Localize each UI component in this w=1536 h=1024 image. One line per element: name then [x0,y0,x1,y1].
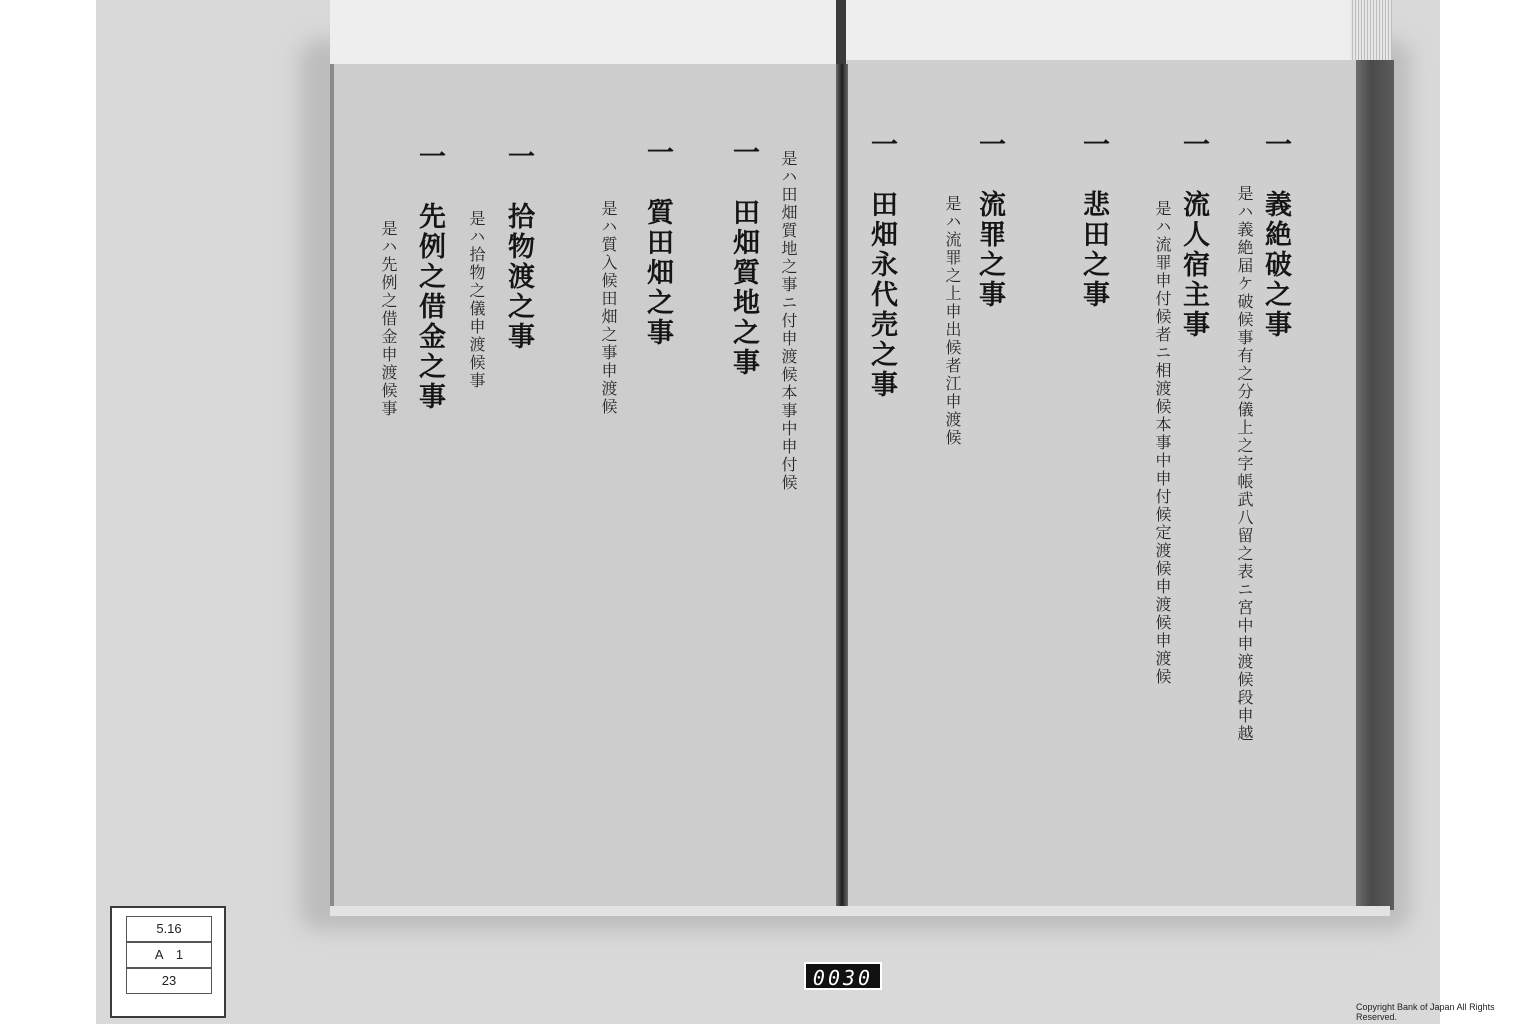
right-entry-2-note: 是ハ流罪申付候者ニ相渡候本事中申付候定渡候申渡候申渡候 [1153,200,1172,686]
spine-top [836,0,846,68]
right-entry-1-heading: 一 義絶破之事 [1260,130,1291,340]
left-page [330,64,840,910]
right-entry-2-heading: 一 流人宿主事 [1178,130,1209,340]
right-entry-1-note: 是ハ義絶届ケ破候事有之分儀上之字帳武八留之表ニ宮中申渡候段申越 [1235,185,1254,743]
right-entry-4-note: 是ハ流罪之上申出候者江申渡候 [943,195,962,447]
book-gutter [836,64,848,910]
archive-label-card [110,906,226,1018]
left-entry-4-heading: 一 先例之借金之事 [414,142,445,412]
upper-page-stack [330,0,1390,66]
copyright-notice: Copyright Bank of Japan All Rights Reserved. [1356,1002,1495,1022]
left-entry-2-heading: 一 質田畑之事 [642,138,673,348]
right-entry-3-heading: 一 悲田之事 [1078,130,1109,310]
page-bottom-edge [330,906,1390,916]
right-entry-4-heading: 一 流罪之事 [974,130,1005,310]
right-entry-5-heading: 一 田畑永代売之事 [866,130,897,400]
left-entry-3-note: 是ハ拾物之儀申渡候事 [467,210,486,390]
label-volume: 5.16 [126,916,212,942]
page-edges-right [1356,60,1394,910]
left-entry-3-heading: 一 拾物渡之事 [503,142,534,352]
label-number: 23 [126,968,212,994]
left-entry-4-note: 是ハ先例之借金申渡候事 [379,220,398,418]
left-entry-1-note: 是ハ田畑質地之事ニ付申渡候本事中申付候 [779,150,798,492]
left-entry-2-note: 是ハ質入候田畑之事申渡候 [599,200,618,416]
frame-number: 0030 [804,962,882,990]
label-series: A 1 [126,942,212,968]
left-entry-1-heading: 一 田畑質地之事 [728,138,759,378]
